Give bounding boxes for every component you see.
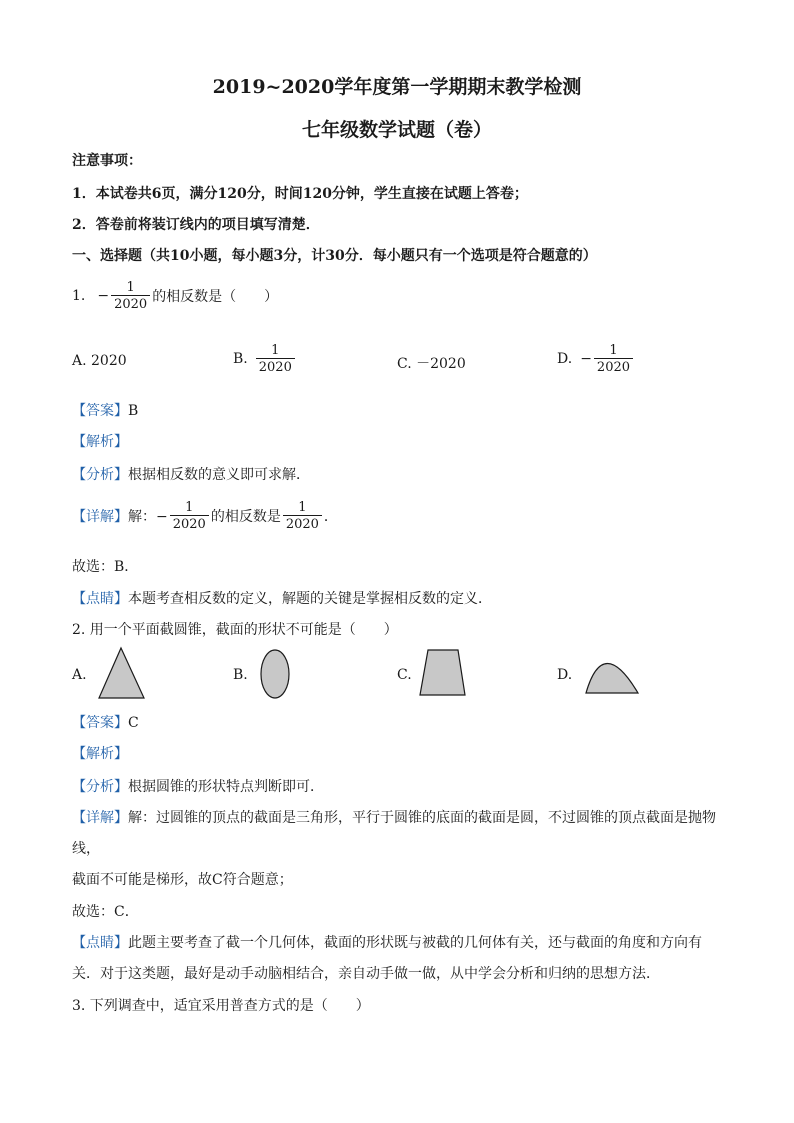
q2-analysis-tag: 【解析】 bbox=[72, 746, 128, 762]
q2-option-a-label: A. bbox=[72, 667, 87, 683]
q1-option-d-minus: − bbox=[580, 351, 592, 367]
q2-comment-text-1: 此题主要考查了截一个几何体，截面的形状既与被截的几何体有关，还与截面的角度和方向有 bbox=[128, 935, 702, 951]
q1-option-d bbox=[557, 343, 635, 375]
q1-fenxi bbox=[72, 464, 310, 484]
page-title: 2019~2020学年度第一学期期末教学检测 bbox=[212, 76, 582, 98]
q1-option-b bbox=[233, 343, 297, 375]
q1-option-d-label: D. bbox=[557, 351, 573, 367]
notes-heading: 注意事项： bbox=[72, 153, 142, 169]
q1-detail-fraction-2 bbox=[283, 500, 322, 532]
q1-comment-tag: 【点睛】 bbox=[72, 591, 128, 607]
q1-fenxi-text: 根据相反数的意义即可求解． bbox=[128, 467, 310, 483]
q1-option-d-fraction bbox=[594, 343, 633, 375]
q1-option-c: C. －2020 bbox=[397, 356, 466, 372]
parabola-shape bbox=[583, 652, 641, 696]
q2-fenxi-text: 根据圆锥的形状特点判断即可． bbox=[128, 779, 324, 795]
q1-comment bbox=[72, 588, 492, 608]
q2-detail-tag: 【详解】 bbox=[72, 810, 128, 826]
q1-frac-num: 1 bbox=[126, 280, 135, 295]
q1-detail-end: ． bbox=[323, 509, 338, 525]
q2-answer bbox=[72, 712, 139, 732]
q1-answer-value: B bbox=[128, 403, 139, 419]
q2-detail-line-3: 截面不可能是梯形，故C符合题意； bbox=[72, 872, 293, 888]
q1-detail-num-2: 1 bbox=[298, 500, 307, 515]
q2-comment-line-1 bbox=[72, 932, 702, 952]
q2-option-c-label: C. bbox=[397, 667, 412, 683]
q1-answer-tag: 【答案】 bbox=[72, 403, 128, 419]
q1-option-d-num: 1 bbox=[609, 343, 618, 358]
q2-fenxi-tag: 【分析】 bbox=[72, 779, 128, 795]
q1-detail-num-1: 1 bbox=[185, 500, 194, 515]
q1-detail-mid: 的相反数是 bbox=[210, 509, 281, 525]
q1-fenxi-tag: 【分析】 bbox=[72, 467, 128, 483]
notes-item-2: 2．答卷前将装订线内的项目填写清楚． bbox=[72, 217, 320, 233]
q1-fraction bbox=[111, 280, 150, 312]
q1-choose: 故选：B． bbox=[72, 559, 139, 575]
q1-detail-fraction-1 bbox=[170, 500, 209, 532]
q1-option-b-num: 1 bbox=[271, 343, 280, 358]
q1-frac-den: 2020 bbox=[111, 295, 150, 312]
q1-detail-tag: 【详解】 bbox=[72, 509, 128, 525]
q1-minus: − bbox=[97, 288, 110, 304]
page-subtitle: 七年级数学试题（卷） bbox=[301, 119, 492, 141]
q1-comment-text: 本题考查相反数的定义，解题的关键是掌握相反数的定义． bbox=[128, 591, 492, 607]
q1-detail-prefix: 解：− bbox=[128, 509, 168, 525]
question-2: 2. 用一个平面截圆锥，截面的形状不可能是（ ） bbox=[72, 622, 398, 638]
q2-detail-text-1: 解：过圆锥的顶点的截面是三角形，平行于圆锥的底面的截面是圆，不过圆锥的顶点截面是抛物 bbox=[128, 810, 716, 826]
q1-option-b-fraction bbox=[256, 343, 295, 375]
trapezoid-shape bbox=[418, 648, 468, 698]
q2-option-b-label: B. bbox=[233, 667, 248, 683]
q2-detail-line-2: 线， bbox=[72, 841, 100, 857]
question-3: 3. 下列调查中，适宜采用普查方式的是（ ） bbox=[72, 998, 370, 1014]
triangle-shape bbox=[97, 646, 147, 700]
q1-number: 1. bbox=[72, 288, 86, 304]
section-heading: 一、选择题（共10小题，每小题3分，计30分．每小题只有一个选项是符合题意的） bbox=[72, 248, 597, 264]
q1-answer bbox=[72, 400, 138, 420]
q1-detail-den-1: 2020 bbox=[170, 515, 209, 532]
q2-choose: 故选：C． bbox=[72, 904, 139, 920]
q2-fenxi bbox=[72, 776, 324, 796]
q1-detail bbox=[72, 500, 338, 532]
notes-item-1: 1．本试卷共6页，满分120分，时间120分钟，学生直接在试题上答卷； bbox=[72, 186, 528, 202]
q1-option-b-label: B. bbox=[233, 351, 248, 367]
q2-option-d-label: D. bbox=[557, 667, 573, 683]
q1-option-d-den: 2020 bbox=[594, 358, 633, 375]
q1-option-a: A. 2020 bbox=[72, 353, 127, 369]
q2-comment-line-2: 关．对于这类题，最好是动手动脑相结合，亲自动手做一做，从中学会分析和归纳的思想方法． bbox=[72, 966, 660, 982]
q2-answer-tag: 【答案】 bbox=[72, 715, 128, 731]
q1-detail-den-2: 2020 bbox=[283, 515, 322, 532]
question-1 bbox=[72, 280, 278, 312]
q1-analysis-tag: 【解析】 bbox=[72, 434, 128, 450]
q1-option-b-den: 2020 bbox=[256, 358, 295, 375]
q2-detail-line-1 bbox=[72, 807, 716, 827]
q2-answer-value: C bbox=[128, 715, 139, 731]
q2-comment-tag: 【点睛】 bbox=[72, 935, 128, 951]
ellipse-shape bbox=[258, 648, 292, 702]
q1-suffix: 的相反数是（ ） bbox=[152, 289, 279, 305]
